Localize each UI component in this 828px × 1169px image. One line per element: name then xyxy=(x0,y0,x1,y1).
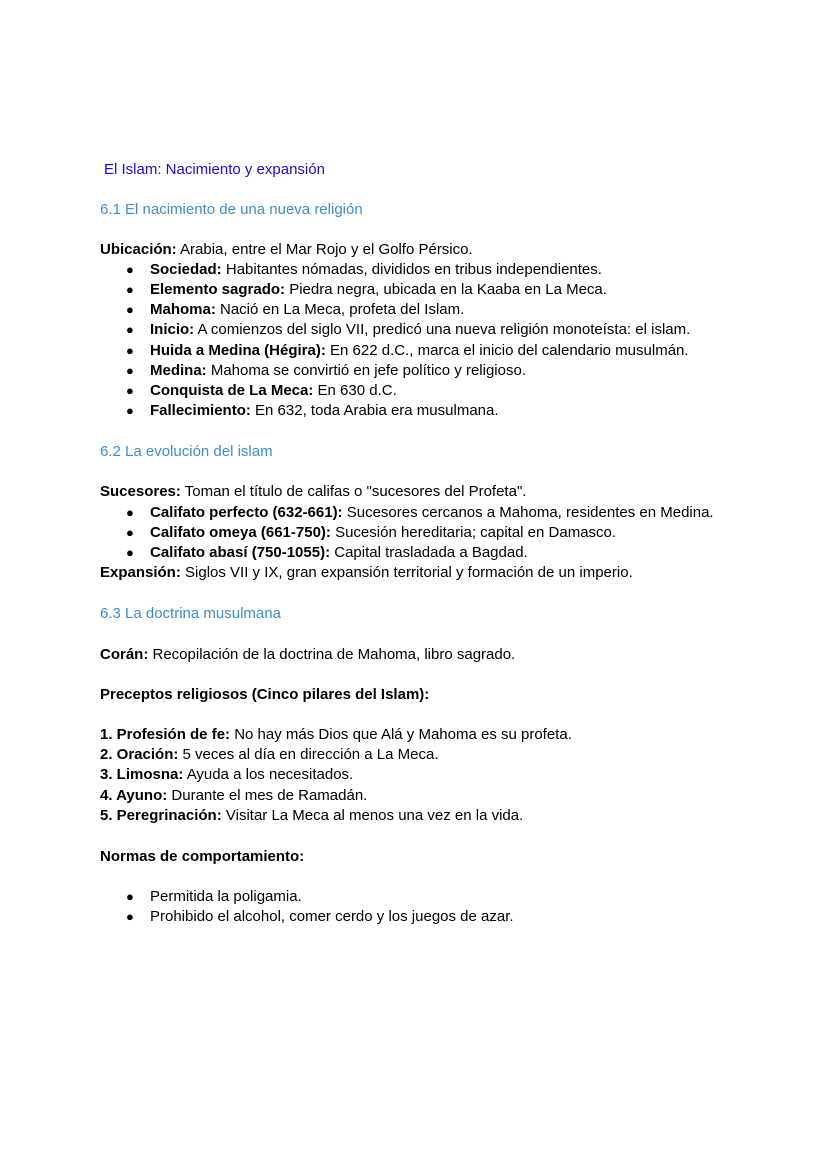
list-item: ● Califato omeya (661-750): Sucesión hereditaria; capital en Damasco. xyxy=(126,524,617,541)
precept-item: 4. Ayuno: Durante el mes de Ramadán. xyxy=(100,787,368,804)
list-item: ● Huida a Medina (Hégira): En 622 d.C., marca el inicio del calendario musulmán. xyxy=(126,342,689,359)
expansion-line: Expansión: Siglos VII y IX, gran expansión territorial y formación de un imperio. xyxy=(100,564,633,581)
bullet-icon: ● xyxy=(126,363,134,378)
list-item: ● Conquista de La Meca: En 630 d.C. xyxy=(126,382,397,399)
list-item: ● Medina: Mahoma se convirtió en jefe político y religioso. xyxy=(126,362,526,379)
bullet-icon: ● xyxy=(126,909,134,924)
bullet-icon: ● xyxy=(126,383,134,398)
list-item: ● Inicio: A comienzos del siglo VII, predicó una nueva religión monoteísta: el islam. xyxy=(126,321,691,338)
bullet-icon: ● xyxy=(126,545,134,560)
list-item: ● Sociedad: Habitantes nómadas, divididos en tribus independientes. xyxy=(126,261,602,278)
bullet-icon: ● xyxy=(126,505,134,520)
norms-heading: Normas de comportamiento: xyxy=(100,848,305,865)
section-heading-6-2: 6.2 La evolución del islam xyxy=(100,443,273,460)
list-item: ● Elemento sagrado: Piedra negra, ubicada en la Kaaba en La Meca. xyxy=(126,281,607,298)
document-title: El Islam: Nacimiento y expansión xyxy=(104,161,325,178)
list-item: ● Prohibido el alcohol, comer cerdo y los juegos de azar. xyxy=(126,908,514,925)
bullet-icon: ● xyxy=(126,282,134,297)
list-item: ● Califato abasí (750-1055): Capital trasladada a Bagdad. xyxy=(126,544,528,561)
precept-item: 3. Limosna: Ayuda a los necesitados. xyxy=(100,766,354,783)
bullet-icon: ● xyxy=(126,302,134,317)
precept-item: 2. Oración: 5 veces al día en dirección a La Meca. xyxy=(100,746,439,763)
coran-line: Corán: Recopilación de la doctrina de Mahoma, libro sagrado. xyxy=(100,646,516,663)
ubicacion-line: Ubicación: Arabia, entre el Mar Rojo y el Golfo Pérsico. xyxy=(100,241,473,258)
sucesores-line: Sucesores: Toman el título de califas o "sucesores del Profeta". xyxy=(100,483,527,500)
precept-item: 1. Profesión de fe: No hay más Dios que Alá y Mahoma es su profeta. xyxy=(100,726,572,743)
list-item: ● Permitida la poligamia. xyxy=(126,888,302,905)
bullet-icon: ● xyxy=(126,403,134,418)
bullet-icon: ● xyxy=(126,889,134,904)
precepts-heading: Preceptos religiosos (Cinco pilares del Islam): xyxy=(100,686,430,703)
bullet-icon: ● xyxy=(126,343,134,358)
section-heading-6-1: 6.1 El nacimiento de una nueva religión xyxy=(100,201,363,218)
list-item: ● Mahoma: Nació en La Meca, profeta del Islam. xyxy=(126,301,465,318)
list-item: ● Califato perfecto (632-661): Sucesores cercanos a Mahoma, residentes en Medina. xyxy=(126,504,714,521)
list-item: ● Fallecimiento: En 632, toda Arabia era musulmana. xyxy=(126,402,499,419)
bullet-icon: ● xyxy=(126,322,134,337)
bullet-icon: ● xyxy=(126,262,134,277)
section-heading-6-3: 6.3 La doctrina musulmana xyxy=(100,605,281,622)
precept-item: 5. Peregrinación: Visitar La Meca al menos una vez en la vida. xyxy=(100,807,524,824)
bullet-icon: ● xyxy=(126,525,134,540)
